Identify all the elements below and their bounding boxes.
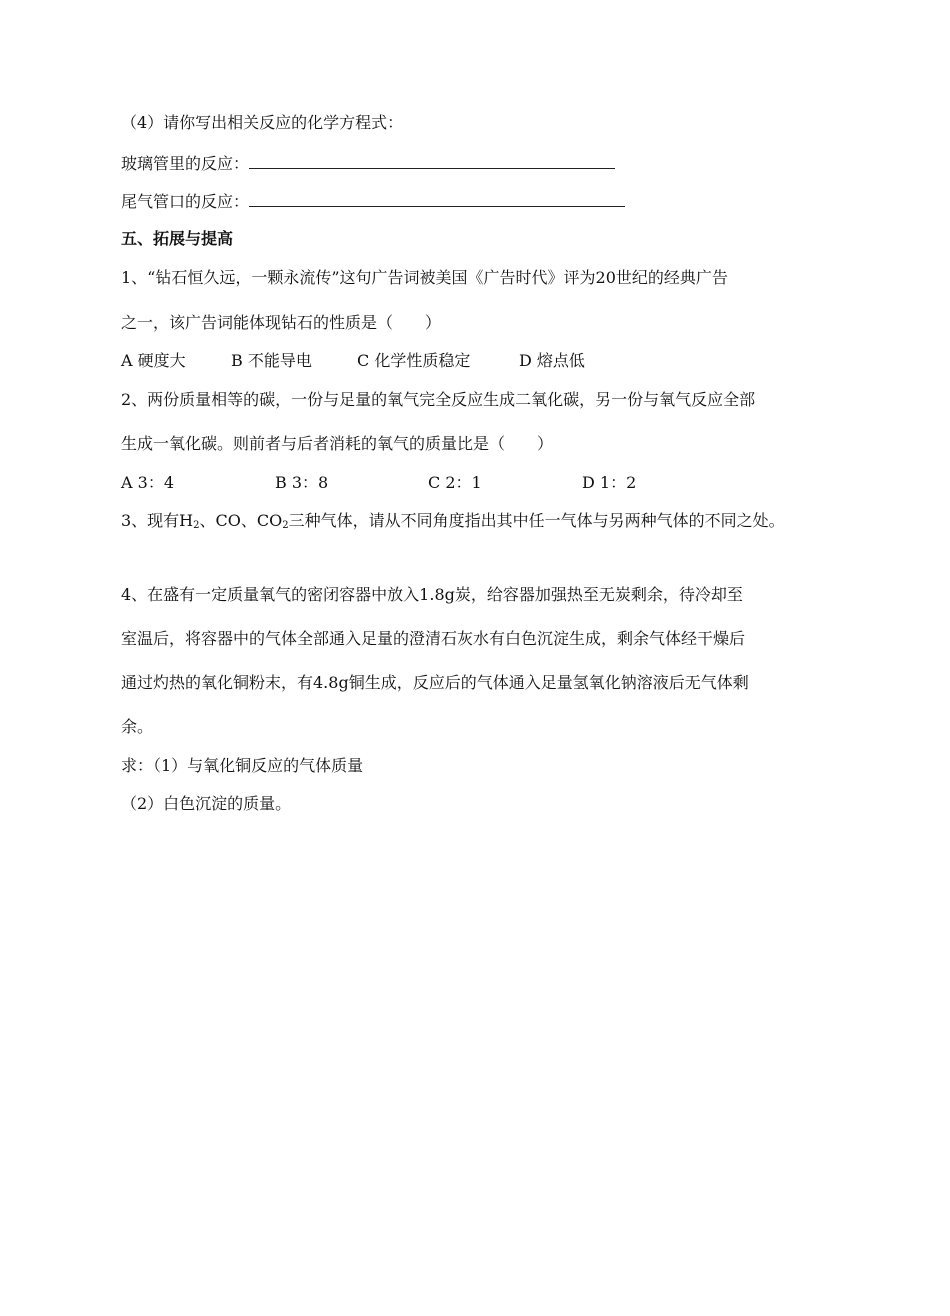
section-heading: 五、拓展与提高 bbox=[121, 229, 234, 248]
exhaust-reaction-row bbox=[121, 189, 625, 211]
tube-reaction-label: 玻璃管里的反应： bbox=[121, 154, 250, 173]
q4-line4: 余。 bbox=[121, 717, 154, 736]
q3-line bbox=[121, 510, 785, 532]
q4-ask1: 求：（1）与氧化铜反应的气体质量 bbox=[121, 756, 364, 775]
exhaust-reaction-label: 尾气管口的反应： bbox=[121, 192, 250, 211]
q2-option-b[interactable]: B 3：8 bbox=[275, 473, 329, 492]
q4-line1: 4、在盛有一定质量氧气的密闭容器中放入1.8g炭，给容器加强热至无炭剩余，待冷却至 bbox=[121, 585, 743, 604]
q2-option-d[interactable]: D 1：2 bbox=[582, 473, 637, 492]
q4-ask2: （2）白色沉淀的质量。 bbox=[121, 794, 292, 813]
q3-subscript-h2: 2 bbox=[193, 520, 200, 531]
q3-mid: 、CO、CO bbox=[199, 511, 283, 530]
q2-option-a[interactable]: A 3：4 bbox=[121, 473, 175, 492]
q1-option-c[interactable]: C 化学性质稳定 bbox=[357, 351, 471, 370]
tube-reaction-blank[interactable] bbox=[249, 151, 615, 169]
q4-line2: 室温后，将容器中的气体全部通入足量的澄清石灰水有白色沉淀生成，剩余气体经干燥后 bbox=[121, 629, 746, 648]
q4-line3: 通过灼热的氧化铜粉末，有4.8g铜生成，反应后的气体通入足量氢氧化钠溶液后无气体剩 bbox=[121, 673, 749, 692]
exhaust-reaction-blank[interactable] bbox=[249, 189, 625, 207]
q2-line2: 生成一氧化碳。则前者与后者消耗的氧气的质量比是（ ） bbox=[121, 434, 554, 453]
q3-suffix: 三种气体，请从不同角度指出其中任一气体与另两种气体的不同之处。 bbox=[288, 511, 785, 530]
q2-line1: 2、两份质量相等的碳，一份与足量的氧气完全反应生成二氧化碳，另一份与氧气反应全部 bbox=[121, 390, 756, 409]
part4-prompt: （4）请你写出相关反应的化学方程式： bbox=[121, 113, 404, 132]
q2-option-c[interactable]: C 2：1 bbox=[428, 473, 482, 492]
tube-reaction-row bbox=[121, 151, 615, 173]
q1-option-d[interactable]: D 熔点低 bbox=[519, 351, 585, 370]
q1-option-a[interactable]: A 硬度大 bbox=[121, 351, 186, 370]
q3-subscript-co2: 2 bbox=[282, 520, 289, 531]
q1-option-b[interactable]: B 不能导电 bbox=[231, 351, 312, 370]
q3-prefix: 3、现有H bbox=[121, 511, 194, 530]
q1-line1: 1、“钻石恒久远，一颗永流传”这句广告词被美国《广告时代》评为20世纪的经典广告 bbox=[121, 268, 728, 287]
q1-line2: 之一，该广告词能体现钻石的性质是（ ） bbox=[121, 313, 442, 332]
